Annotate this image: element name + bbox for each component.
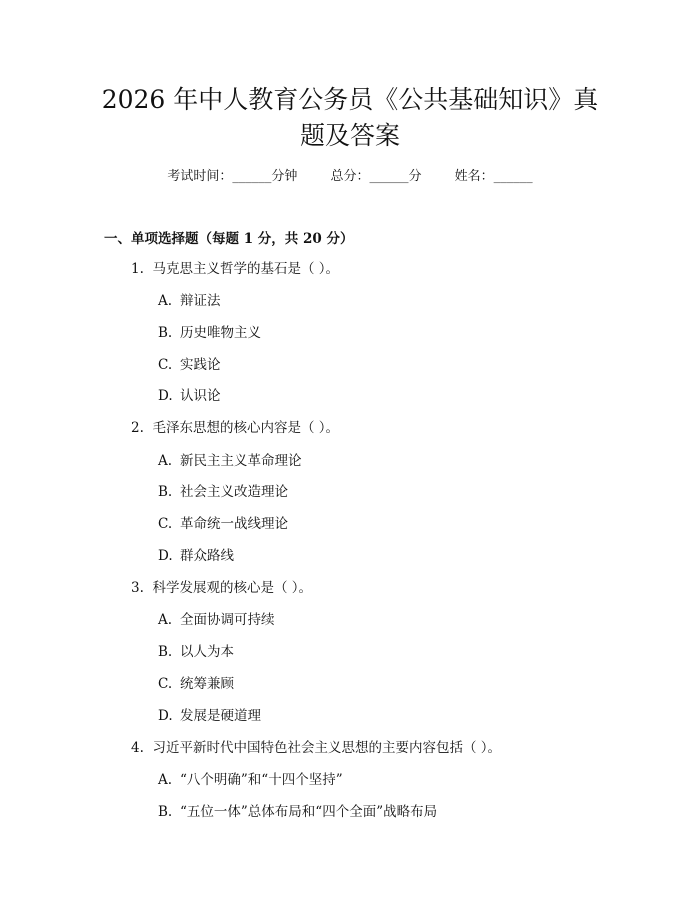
option-letter: A. [158, 772, 173, 788]
question-number: 3. [131, 580, 144, 596]
option-3b [158, 642, 234, 662]
option-letter: D. [158, 708, 173, 724]
option-3a [158, 610, 275, 630]
option-letter: A. [158, 453, 173, 469]
name-label: 姓名： [454, 169, 494, 184]
question-number: 4. [131, 740, 144, 756]
section-title: 一、单项选择题（每题 1 分，共 20 分） [104, 231, 354, 247]
option-letter: C. [158, 676, 173, 692]
option-text: 历史唯物主义 [180, 325, 261, 341]
option-4a [158, 770, 343, 790]
option-text: 全面协调可持续 [180, 612, 275, 628]
question-text: 马克思主义哲学的基石是（ ）。 [152, 261, 340, 277]
option-text: 统筹兼顾 [180, 676, 234, 692]
time-unit: 分钟 [271, 169, 298, 184]
option-letter: D. [158, 388, 173, 404]
option-text: 革命统一战线理论 [180, 516, 288, 532]
option-text: 辩证法 [180, 293, 221, 309]
option-1d [158, 386, 221, 406]
exam-meta [0, 167, 700, 187]
question-number: 1. [131, 261, 144, 277]
name-blank: ______ [493, 169, 533, 184]
time-label: 考试时间： [167, 169, 233, 184]
question-4 [131, 738, 501, 758]
option-letter: B. [158, 804, 173, 820]
option-letter: C. [158, 357, 173, 373]
option-text: “八个明确”和“十四个坚持” [180, 772, 343, 788]
option-letter: A. [158, 612, 173, 628]
option-letter: B. [158, 484, 173, 500]
question-3 [131, 578, 312, 598]
option-3c [158, 674, 234, 694]
question-2 [131, 418, 339, 438]
option-text: “五位一体”总体布局和“四个全面”战略布局 [180, 804, 438, 820]
question-number: 2. [131, 420, 144, 436]
option-letter: B. [158, 644, 173, 660]
score-label: 总分： [330, 169, 370, 184]
option-text: 认识论 [180, 388, 221, 404]
question-text: 习近平新时代中国特色社会主义思想的主要内容包括（ ）。 [152, 740, 502, 756]
page-title-line-2: 题及答案 [299, 121, 400, 150]
option-2a [158, 451, 302, 471]
option-1a [158, 291, 221, 311]
score-blank: ______ [369, 169, 409, 184]
question-text: 科学发展观的核心是（ ）。 [152, 580, 313, 596]
score-unit: 分 [408, 169, 422, 184]
option-2c [158, 514, 288, 534]
option-letter: C. [158, 516, 173, 532]
option-text: 发展是硬道理 [180, 708, 261, 724]
question-text: 毛泽东思想的核心内容是（ ）。 [152, 420, 340, 436]
option-text: 实践论 [180, 357, 221, 373]
option-letter: B. [158, 325, 173, 341]
option-text: 群众路线 [180, 548, 234, 564]
option-2d [158, 546, 234, 566]
page-title-line-1: 2026 年中人教育公务员《公共基础知识》真 [101, 85, 599, 114]
option-3d [158, 706, 261, 726]
option-text: 新民主主义革命理论 [180, 453, 302, 469]
option-4b [158, 802, 437, 822]
question-1 [131, 259, 339, 279]
time-blank: ______ [232, 169, 272, 184]
option-letter: D. [158, 548, 173, 564]
option-text: 社会主义改造理论 [180, 484, 288, 500]
option-1b [158, 323, 261, 343]
option-text: 以人为本 [180, 644, 234, 660]
option-letter: A. [158, 293, 173, 309]
option-1c [158, 355, 221, 375]
option-2b [158, 482, 288, 502]
